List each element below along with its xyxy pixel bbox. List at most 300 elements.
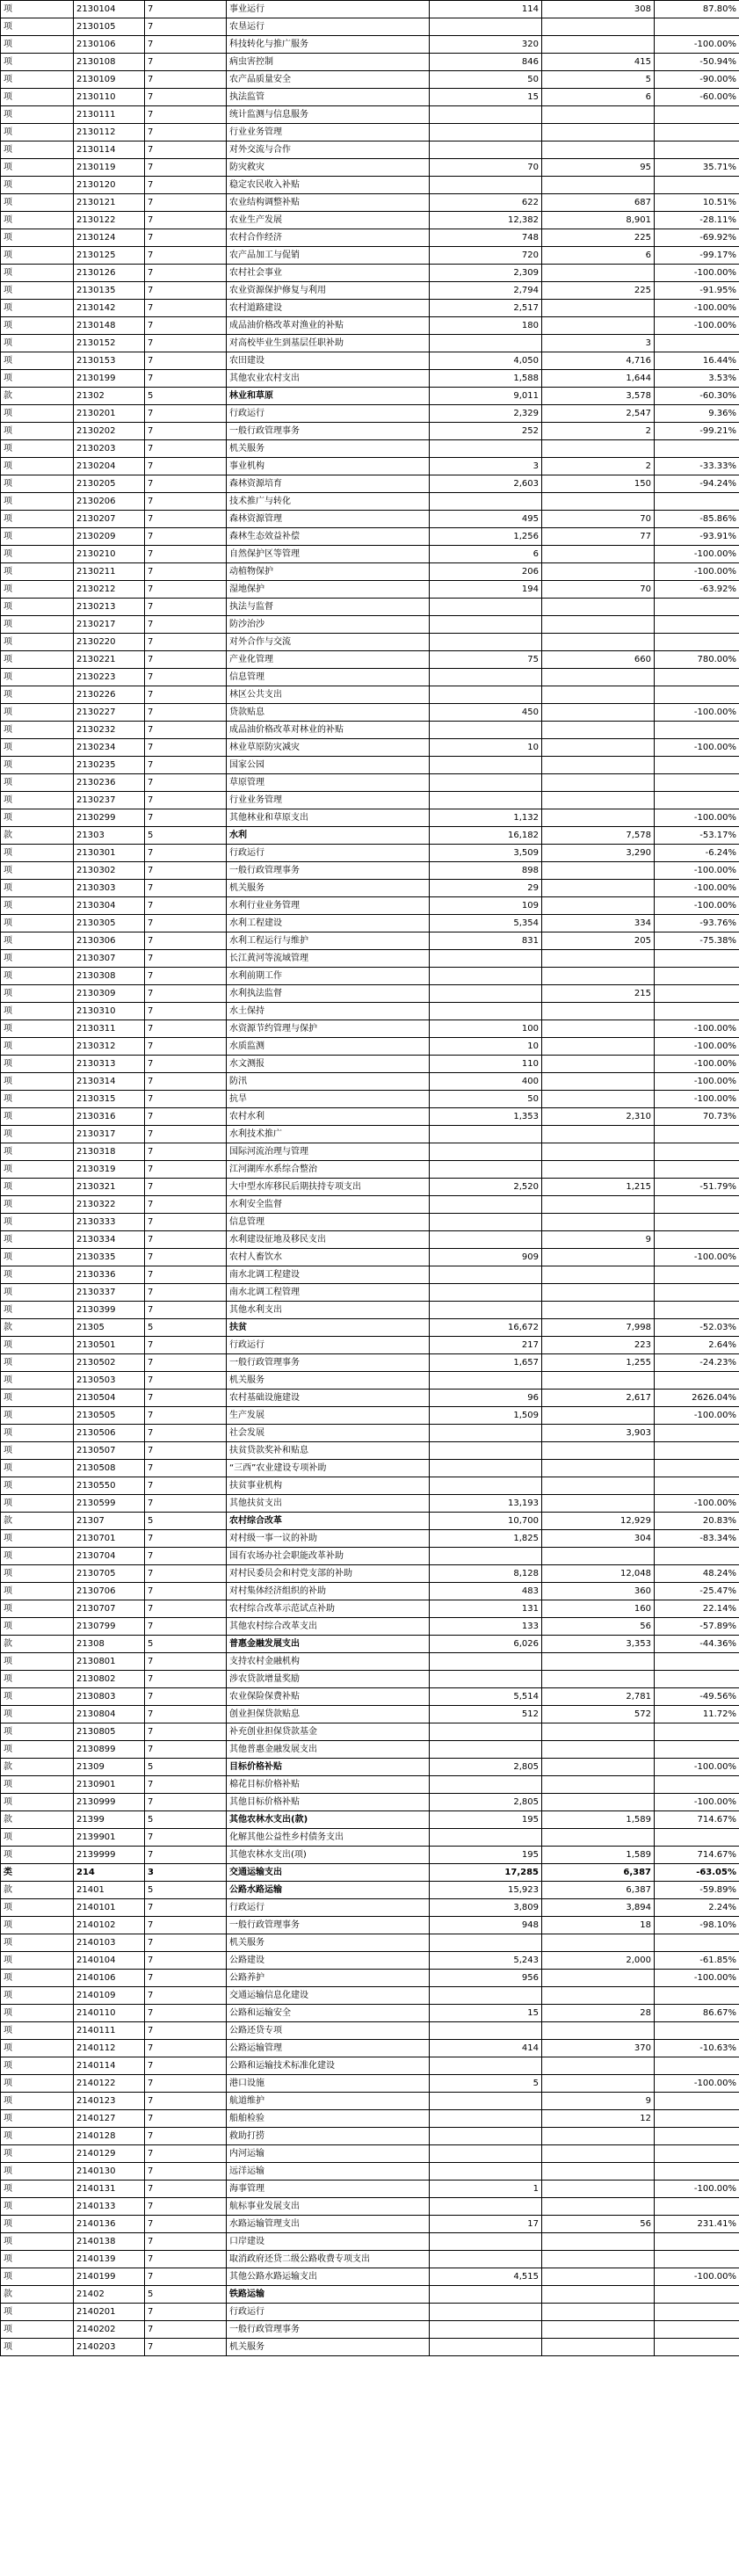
table-row bbox=[1, 792, 739, 809]
table-row bbox=[1, 229, 739, 247]
type-cell: 项 bbox=[1, 2216, 74, 2233]
level-cell: 7 bbox=[145, 106, 227, 124]
table-row bbox=[1, 1056, 739, 1073]
name-cell: 水利前期工作 bbox=[227, 968, 430, 985]
name-cell: 林业和草原 bbox=[227, 388, 430, 405]
value-prev-cell: 495 bbox=[430, 511, 542, 528]
level-cell: 7 bbox=[145, 1231, 227, 1249]
value-curr-cell: 150 bbox=[542, 475, 655, 493]
name-cell: 水利工程建设 bbox=[227, 915, 430, 932]
change-pct-cell: -59.89% bbox=[655, 1882, 739, 1899]
table-row bbox=[1, 1442, 739, 1460]
name-cell: 科技转化与推广服务 bbox=[227, 36, 430, 54]
name-cell: 救助打捞 bbox=[227, 2128, 430, 2145]
table-row bbox=[1, 686, 739, 704]
value-curr-cell bbox=[542, 739, 655, 757]
table-row bbox=[1, 2163, 739, 2181]
type-cell: 项 bbox=[1, 177, 74, 194]
value-prev-cell bbox=[430, 985, 542, 1003]
code-cell: 2130111 bbox=[74, 106, 145, 124]
name-cell: 公路养护 bbox=[227, 1970, 430, 1987]
code-cell: 2130503 bbox=[74, 1372, 145, 1390]
name-cell: 棉花目标价格补贴 bbox=[227, 1776, 430, 1794]
table-row bbox=[1, 2233, 739, 2251]
code-cell: 2130135 bbox=[74, 282, 145, 300]
level-cell: 7 bbox=[145, 54, 227, 71]
type-cell: 项 bbox=[1, 1284, 74, 1302]
code-cell: 2130235 bbox=[74, 757, 145, 774]
value-curr-cell: 1,644 bbox=[542, 370, 655, 388]
value-prev-cell: 217 bbox=[430, 1337, 542, 1354]
value-prev-cell bbox=[430, 1425, 542, 1442]
value-curr-cell bbox=[542, 106, 655, 124]
type-cell: 项 bbox=[1, 335, 74, 352]
name-cell: 农村人畜饮水 bbox=[227, 1249, 430, 1266]
level-cell: 7 bbox=[145, 1038, 227, 1056]
code-cell: 2130109 bbox=[74, 71, 145, 89]
name-cell: 农业生产发展 bbox=[227, 212, 430, 229]
level-cell: 7 bbox=[145, 36, 227, 54]
code-cell: 2140127 bbox=[74, 2110, 145, 2128]
value-prev-cell: 2,794 bbox=[430, 282, 542, 300]
value-curr-cell bbox=[542, 1126, 655, 1143]
change-pct-cell bbox=[655, 1723, 739, 1741]
change-pct-cell: -100.00% bbox=[655, 563, 739, 581]
level-cell: 7 bbox=[145, 932, 227, 950]
change-pct-cell bbox=[655, 2339, 739, 2356]
type-cell: 项 bbox=[1, 1952, 74, 1970]
code-cell: 2130321 bbox=[74, 1179, 145, 1196]
table-row bbox=[1, 18, 739, 36]
code-cell: 21308 bbox=[74, 1636, 145, 1653]
type-cell: 项 bbox=[1, 300, 74, 317]
level-cell: 7 bbox=[145, 159, 227, 177]
code-cell: 21401 bbox=[74, 1882, 145, 1899]
change-pct-cell: -91.95% bbox=[655, 282, 739, 300]
table-row bbox=[1, 265, 739, 282]
table-row bbox=[1, 1003, 739, 1020]
value-prev-cell bbox=[430, 1776, 542, 1794]
table-row bbox=[1, 2022, 739, 2040]
type-cell: 项 bbox=[1, 1847, 74, 1864]
value-curr-cell bbox=[542, 1934, 655, 1952]
level-cell: 7 bbox=[145, 1477, 227, 1495]
value-prev-cell bbox=[430, 2304, 542, 2321]
level-cell: 7 bbox=[145, 1372, 227, 1390]
name-cell: 大中型水库移民后期扶持专项支出 bbox=[227, 1179, 430, 1196]
type-cell: 项 bbox=[1, 915, 74, 932]
table-row bbox=[1, 2057, 739, 2075]
value-curr-cell: 56 bbox=[542, 1618, 655, 1636]
type-cell: 项 bbox=[1, 229, 74, 247]
type-cell: 项 bbox=[1, 1460, 74, 1477]
value-curr-cell: 70 bbox=[542, 581, 655, 599]
name-cell: 行政运行 bbox=[227, 405, 430, 423]
table-row bbox=[1, 1460, 739, 1477]
type-cell: 项 bbox=[1, 2022, 74, 2040]
level-cell: 5 bbox=[145, 1319, 227, 1337]
value-prev-cell bbox=[430, 669, 542, 686]
code-cell: 2130299 bbox=[74, 809, 145, 827]
name-cell: 南水北调工程建设 bbox=[227, 1266, 430, 1284]
value-curr-cell bbox=[542, 1671, 655, 1688]
level-cell: 7 bbox=[145, 229, 227, 247]
name-cell: 农村水利 bbox=[227, 1108, 430, 1126]
name-cell: 一般行政管理事务 bbox=[227, 1917, 430, 1934]
type-cell: 项 bbox=[1, 2181, 74, 2198]
value-prev-cell bbox=[430, 968, 542, 985]
level-cell: 7 bbox=[145, 1354, 227, 1372]
value-curr-cell: 2 bbox=[542, 423, 655, 440]
change-pct-cell: 780.00% bbox=[655, 651, 739, 669]
type-cell: 项 bbox=[1, 774, 74, 792]
table-row bbox=[1, 1161, 739, 1179]
type-cell: 项 bbox=[1, 2198, 74, 2216]
code-cell: 2130303 bbox=[74, 880, 145, 897]
value-curr-cell bbox=[542, 1091, 655, 1108]
table-row bbox=[1, 370, 739, 388]
value-prev-cell bbox=[430, 2093, 542, 2110]
code-cell: 2130202 bbox=[74, 423, 145, 440]
name-cell: 补充创业担保贷款基金 bbox=[227, 1723, 430, 1741]
name-cell: 病虫害控制 bbox=[227, 54, 430, 71]
code-cell: 2130236 bbox=[74, 774, 145, 792]
value-prev-cell bbox=[430, 124, 542, 141]
value-curr-cell bbox=[542, 1723, 655, 1741]
code-cell: 2130322 bbox=[74, 1196, 145, 1214]
change-pct-cell bbox=[655, 2321, 739, 2339]
type-cell: 项 bbox=[1, 1214, 74, 1231]
table-row bbox=[1, 300, 739, 317]
table-row bbox=[1, 335, 739, 352]
table-row bbox=[1, 563, 739, 581]
code-cell: 2130504 bbox=[74, 1390, 145, 1407]
name-cell: 公路建设 bbox=[227, 1952, 430, 1970]
type-cell: 项 bbox=[1, 2005, 74, 2022]
level-cell: 7 bbox=[145, 1847, 227, 1864]
level-cell: 7 bbox=[145, 194, 227, 212]
change-pct-cell bbox=[655, 1143, 739, 1161]
value-curr-cell bbox=[542, 317, 655, 335]
code-cell: 2130124 bbox=[74, 229, 145, 247]
value-prev-cell: 1,132 bbox=[430, 809, 542, 827]
type-cell: 项 bbox=[1, 1495, 74, 1513]
value-curr-cell: 3,290 bbox=[542, 845, 655, 862]
name-cell: 机关服务 bbox=[227, 440, 430, 458]
table-row bbox=[1, 1407, 739, 1425]
level-cell: 7 bbox=[145, 124, 227, 141]
code-cell: 2130309 bbox=[74, 985, 145, 1003]
code-cell: 2140103 bbox=[74, 1934, 145, 1952]
name-cell: 信息管理 bbox=[227, 669, 430, 686]
code-cell: 2130153 bbox=[74, 352, 145, 370]
change-pct-cell: -83.34% bbox=[655, 1530, 739, 1548]
change-pct-cell: -100.00% bbox=[655, 2268, 739, 2286]
value-prev-cell: 1,509 bbox=[430, 1407, 542, 1425]
level-cell: 7 bbox=[145, 862, 227, 880]
name-cell: 对外合作与交流 bbox=[227, 634, 430, 651]
type-cell: 项 bbox=[1, 458, 74, 475]
level-cell: 7 bbox=[145, 2128, 227, 2145]
type-cell: 项 bbox=[1, 1671, 74, 1688]
name-cell: 扶贫事业机构 bbox=[227, 1477, 430, 1495]
type-cell: 项 bbox=[1, 2040, 74, 2057]
value-prev-cell bbox=[430, 2022, 542, 2040]
value-prev-cell: 75 bbox=[430, 651, 542, 669]
type-cell: 项 bbox=[1, 862, 74, 880]
value-curr-cell bbox=[542, 1407, 655, 1425]
table-row bbox=[1, 985, 739, 1003]
table-row bbox=[1, 1477, 739, 1495]
change-pct-cell: -93.76% bbox=[655, 915, 739, 932]
name-cell: 农产品加工与促销 bbox=[227, 247, 430, 265]
change-pct-cell bbox=[655, 2145, 739, 2163]
table-row bbox=[1, 2075, 739, 2093]
code-cell: 2130502 bbox=[74, 1354, 145, 1372]
level-cell: 7 bbox=[145, 1126, 227, 1143]
value-curr-cell: 1,215 bbox=[542, 1179, 655, 1196]
type-cell: 项 bbox=[1, 212, 74, 229]
change-pct-cell bbox=[655, 1987, 739, 2005]
change-pct-cell: -99.17% bbox=[655, 247, 739, 265]
value-curr-cell: 687 bbox=[542, 194, 655, 212]
code-cell: 2130505 bbox=[74, 1407, 145, 1425]
code-cell: 2130206 bbox=[74, 493, 145, 511]
value-curr-cell: 3,903 bbox=[542, 1425, 655, 1442]
table-row bbox=[1, 1811, 739, 1829]
level-cell: 7 bbox=[145, 405, 227, 423]
value-prev-cell: 2,517 bbox=[430, 300, 542, 317]
change-pct-cell: 48.24% bbox=[655, 1565, 739, 1583]
value-prev-cell bbox=[430, 177, 542, 194]
name-cell: 扶贫贷款奖补和贴息 bbox=[227, 1442, 430, 1460]
type-cell: 项 bbox=[1, 2093, 74, 2110]
value-prev-cell: 96 bbox=[430, 1390, 542, 1407]
value-curr-cell: 6,387 bbox=[542, 1882, 655, 1899]
change-pct-cell: 11.72% bbox=[655, 1706, 739, 1723]
value-prev-cell: 483 bbox=[430, 1583, 542, 1600]
change-pct-cell: -100.00% bbox=[655, 1495, 739, 1513]
table-row bbox=[1, 475, 739, 493]
level-cell: 7 bbox=[145, 845, 227, 862]
table-row bbox=[1, 1583, 739, 1600]
code-cell: 2130804 bbox=[74, 1706, 145, 1723]
level-cell: 5 bbox=[145, 1811, 227, 1829]
type-cell: 项 bbox=[1, 1829, 74, 1847]
value-curr-cell: 160 bbox=[542, 1600, 655, 1618]
value-curr-cell bbox=[542, 1284, 655, 1302]
level-cell: 7 bbox=[145, 757, 227, 774]
type-cell: 项 bbox=[1, 36, 74, 54]
value-prev-cell: 320 bbox=[430, 36, 542, 54]
value-prev-cell bbox=[430, 493, 542, 511]
level-cell: 7 bbox=[145, 546, 227, 563]
name-cell: 其他农林水支出(项) bbox=[227, 1847, 430, 1864]
level-cell: 7 bbox=[145, 475, 227, 493]
code-cell: 2130119 bbox=[74, 159, 145, 177]
type-cell: 款 bbox=[1, 1636, 74, 1653]
change-pct-cell: -60.30% bbox=[655, 388, 739, 405]
value-curr-cell: 1,255 bbox=[542, 1354, 655, 1372]
value-prev-cell bbox=[430, 2233, 542, 2251]
value-curr-cell: 3,894 bbox=[542, 1899, 655, 1917]
change-pct-cell: -100.00% bbox=[655, 36, 739, 54]
table-row bbox=[1, 1741, 739, 1759]
value-prev-cell: 5,243 bbox=[430, 1952, 542, 1970]
code-cell: 2130803 bbox=[74, 1688, 145, 1706]
level-cell: 7 bbox=[145, 300, 227, 317]
name-cell: 农产品质量安全 bbox=[227, 71, 430, 89]
type-cell: 项 bbox=[1, 1706, 74, 1723]
value-curr-cell bbox=[542, 1776, 655, 1794]
type-cell: 项 bbox=[1, 475, 74, 493]
change-pct-cell bbox=[655, 792, 739, 809]
name-cell: 其他水利支出 bbox=[227, 1302, 430, 1319]
change-pct-cell: -25.47% bbox=[655, 1583, 739, 1600]
name-cell: 抗旱 bbox=[227, 1091, 430, 1108]
name-cell: 农村合作经济 bbox=[227, 229, 430, 247]
level-cell: 7 bbox=[145, 809, 227, 827]
change-pct-cell: 2626.04% bbox=[655, 1390, 739, 1407]
change-pct-cell: 2.24% bbox=[655, 1899, 739, 1917]
name-cell: 生产发展 bbox=[227, 1407, 430, 1425]
change-pct-cell: -100.00% bbox=[655, 862, 739, 880]
value-curr-cell bbox=[542, 18, 655, 36]
level-cell: 7 bbox=[145, 739, 227, 757]
value-curr-cell: 572 bbox=[542, 1706, 655, 1723]
value-curr-cell bbox=[542, 2022, 655, 2040]
level-cell: 7 bbox=[145, 1460, 227, 1477]
table-row bbox=[1, 809, 739, 827]
type-cell: 项 bbox=[1, 106, 74, 124]
change-pct-cell: 714.67% bbox=[655, 1847, 739, 1864]
level-cell: 7 bbox=[145, 1284, 227, 1302]
table-row bbox=[1, 1143, 739, 1161]
type-cell: 项 bbox=[1, 897, 74, 915]
name-cell: 其他扶贫支出 bbox=[227, 1495, 430, 1513]
name-cell: 对村级一事一议的补助 bbox=[227, 1530, 430, 1548]
type-cell: 款 bbox=[1, 1811, 74, 1829]
type-cell: 项 bbox=[1, 1266, 74, 1284]
code-cell: 2140122 bbox=[74, 2075, 145, 2093]
table-row bbox=[1, 739, 739, 757]
code-cell: 2130227 bbox=[74, 704, 145, 722]
value-prev-cell: 2,309 bbox=[430, 265, 542, 282]
value-prev-cell bbox=[430, 1231, 542, 1249]
value-prev-cell: 909 bbox=[430, 1249, 542, 1266]
name-cell: 防灾救灾 bbox=[227, 159, 430, 177]
value-curr-cell bbox=[542, 1759, 655, 1776]
change-pct-cell bbox=[655, 2163, 739, 2181]
code-cell: 2140136 bbox=[74, 2216, 145, 2233]
value-prev-cell bbox=[430, 792, 542, 809]
change-pct-cell: -85.86% bbox=[655, 511, 739, 528]
value-curr-cell: 6 bbox=[542, 247, 655, 265]
level-cell: 7 bbox=[145, 1723, 227, 1741]
value-curr-cell bbox=[542, 2268, 655, 2286]
value-curr-cell: 2,617 bbox=[542, 1390, 655, 1407]
value-curr-cell bbox=[542, 124, 655, 141]
code-cell: 2130221 bbox=[74, 651, 145, 669]
name-cell: 水利行业业务管理 bbox=[227, 897, 430, 915]
name-cell: 国家公园 bbox=[227, 757, 430, 774]
change-pct-cell bbox=[655, 2233, 739, 2251]
name-cell: 一般行政管理事务 bbox=[227, 2321, 430, 2339]
table-row bbox=[1, 194, 739, 212]
name-cell: 交通运输信息化建设 bbox=[227, 1987, 430, 2005]
code-cell: 2130307 bbox=[74, 950, 145, 968]
table-row bbox=[1, 827, 739, 845]
value-curr-cell bbox=[542, 1249, 655, 1266]
value-curr-cell bbox=[542, 1548, 655, 1565]
change-pct-cell bbox=[655, 2057, 739, 2075]
table-row bbox=[1, 1653, 739, 1671]
level-cell: 7 bbox=[145, 1706, 227, 1723]
value-curr-cell bbox=[542, 1073, 655, 1091]
change-pct-cell bbox=[655, 757, 739, 774]
table-row bbox=[1, 1759, 739, 1776]
code-cell: 2139999 bbox=[74, 1847, 145, 1864]
value-prev-cell bbox=[430, 2163, 542, 2181]
change-pct-cell: -90.00% bbox=[655, 71, 739, 89]
change-pct-cell: 714.67% bbox=[655, 1811, 739, 1829]
value-curr-cell bbox=[542, 2321, 655, 2339]
value-prev-cell: 50 bbox=[430, 1091, 542, 1108]
change-pct-cell: -100.00% bbox=[655, 1249, 739, 1266]
value-prev-cell: 748 bbox=[430, 229, 542, 247]
table-row bbox=[1, 1302, 739, 1319]
type-cell: 项 bbox=[1, 1653, 74, 1671]
type-cell: 项 bbox=[1, 2339, 74, 2356]
code-cell: 2140102 bbox=[74, 1917, 145, 1934]
name-cell: 扶贫 bbox=[227, 1319, 430, 1337]
value-curr-cell bbox=[542, 1653, 655, 1671]
level-cell: 7 bbox=[145, 440, 227, 458]
name-cell: 自然保护区等管理 bbox=[227, 546, 430, 563]
value-prev-cell bbox=[430, 1460, 542, 1477]
table-row bbox=[1, 2321, 739, 2339]
value-curr-cell bbox=[542, 265, 655, 282]
type-cell: 项 bbox=[1, 2163, 74, 2181]
table-row bbox=[1, 440, 739, 458]
level-cell: 7 bbox=[145, 915, 227, 932]
table-row bbox=[1, 2128, 739, 2145]
table-row bbox=[1, 1548, 739, 1565]
level-cell: 7 bbox=[145, 599, 227, 616]
table-row bbox=[1, 1020, 739, 1038]
value-curr-cell: 70 bbox=[542, 511, 655, 528]
code-cell: 2130550 bbox=[74, 1477, 145, 1495]
code-cell: 21305 bbox=[74, 1319, 145, 1337]
table-row bbox=[1, 54, 739, 71]
name-cell: 水土保持 bbox=[227, 1003, 430, 1020]
code-cell: 2130333 bbox=[74, 1214, 145, 1231]
value-prev-cell: 831 bbox=[430, 932, 542, 950]
value-prev-cell bbox=[430, 686, 542, 704]
type-cell: 项 bbox=[1, 704, 74, 722]
table-row bbox=[1, 2181, 739, 2198]
name-cell: 防汛 bbox=[227, 1073, 430, 1091]
type-cell: 款 bbox=[1, 827, 74, 845]
value-prev-cell: 846 bbox=[430, 54, 542, 71]
name-cell: 长江黄河等流域管理 bbox=[227, 950, 430, 968]
code-cell: 2130232 bbox=[74, 722, 145, 739]
value-curr-cell bbox=[542, 1038, 655, 1056]
value-prev-cell: 2,805 bbox=[430, 1794, 542, 1811]
table-row bbox=[1, 897, 739, 915]
value-curr-cell: 8,901 bbox=[542, 212, 655, 229]
level-cell: 7 bbox=[145, 317, 227, 335]
